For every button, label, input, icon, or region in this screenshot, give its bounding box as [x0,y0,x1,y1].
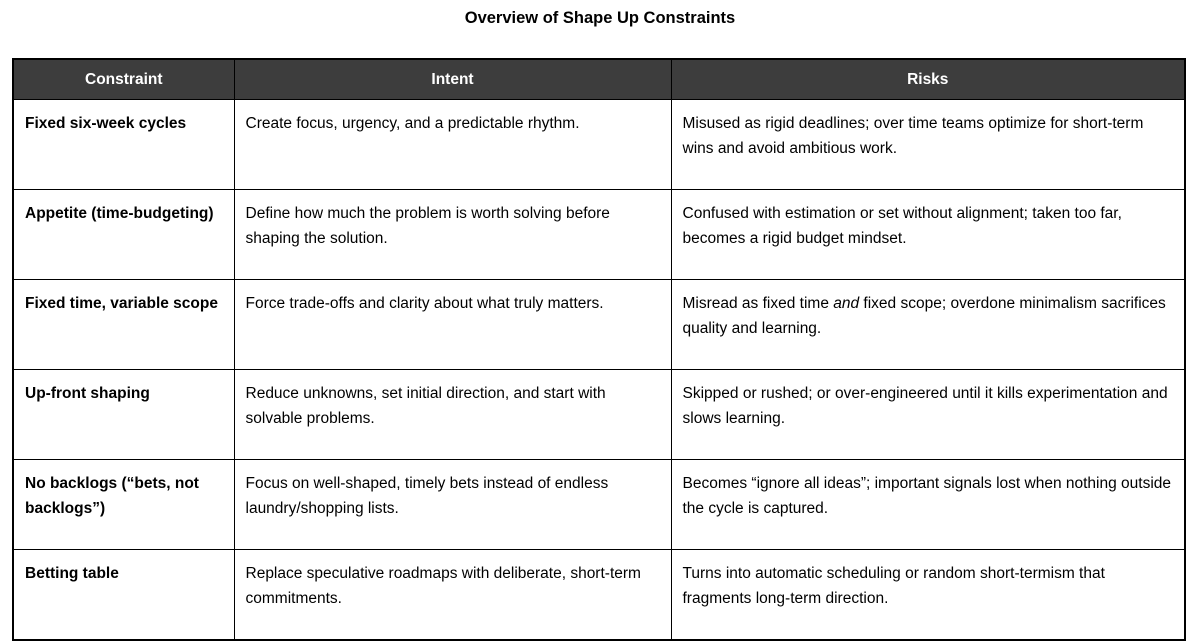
risk-text: Misused as rigid deadlines; over time teams optimize for short-term wins and avoid ambitious work. [682,115,1144,157]
intent-cell: Replace speculative roadmaps with deliberate, short-term commitments. [234,550,671,640]
risk-text-italic: and [833,295,860,312]
risk-text: Confused with estimation or set without alignment; taken too far, becomes a rigid budget mindset. [682,205,1122,247]
page-title: Overview of Shape Up Constraints [464,9,736,27]
table-row [13,550,1185,640]
table-header-row [13,59,1185,100]
intent-cell: Force trade-offs and clarity about what truly matters. [234,280,671,370]
risks-cell [671,550,1185,640]
column-header-constraint: Constraint [13,59,234,100]
constraint-cell: Up-front shaping [13,370,234,460]
shape-up-constraints-table [12,58,1186,641]
risks-cell [671,460,1185,550]
risk-text: fixed scope; overdone minimalism sacrifices quality and learning. [682,295,1166,337]
constraint-cell: Fixed six-week cycles [13,100,234,190]
risk-text: Turns into automatic scheduling or random short-termism that fragments long-term direction. [682,565,1105,607]
risks-cell [671,190,1185,280]
table-row [13,370,1185,460]
intent-cell: Create focus, urgency, and a predictable rhythm. [234,100,671,190]
risks-cell [671,100,1185,190]
column-header-risks: Risks [671,59,1185,100]
table-row [13,100,1185,190]
intent-cell: Focus on well-shaped, timely bets instead of endless laundry/shopping lists. [234,460,671,550]
risks-cell [671,280,1185,370]
risks-cell [671,370,1185,460]
risk-text: Skipped or rushed; or over-engineered until it kills experimentation and slows learning. [682,385,1168,427]
constraint-cell: Appetite (time-budgeting) [13,190,234,280]
risk-text: Becomes “ignore all ideas”; important signals lost when nothing outside the cycle is captured. [682,475,1172,517]
table-row [13,460,1185,550]
constraint-cell: Betting table [13,550,234,640]
table-row [13,190,1185,280]
column-header-intent: Intent [234,59,671,100]
intent-cell: Define how much the problem is worth solving before shaping the solution. [234,190,671,280]
constraint-cell: No backlogs (“bets, not backlogs”) [13,460,234,550]
intent-cell: Reduce unknowns, set initial direction, and start with solvable problems. [234,370,671,460]
risk-text: Misread as fixed time [682,295,834,312]
constraint-cell: Fixed time, variable scope [13,280,234,370]
table-row [13,280,1185,370]
